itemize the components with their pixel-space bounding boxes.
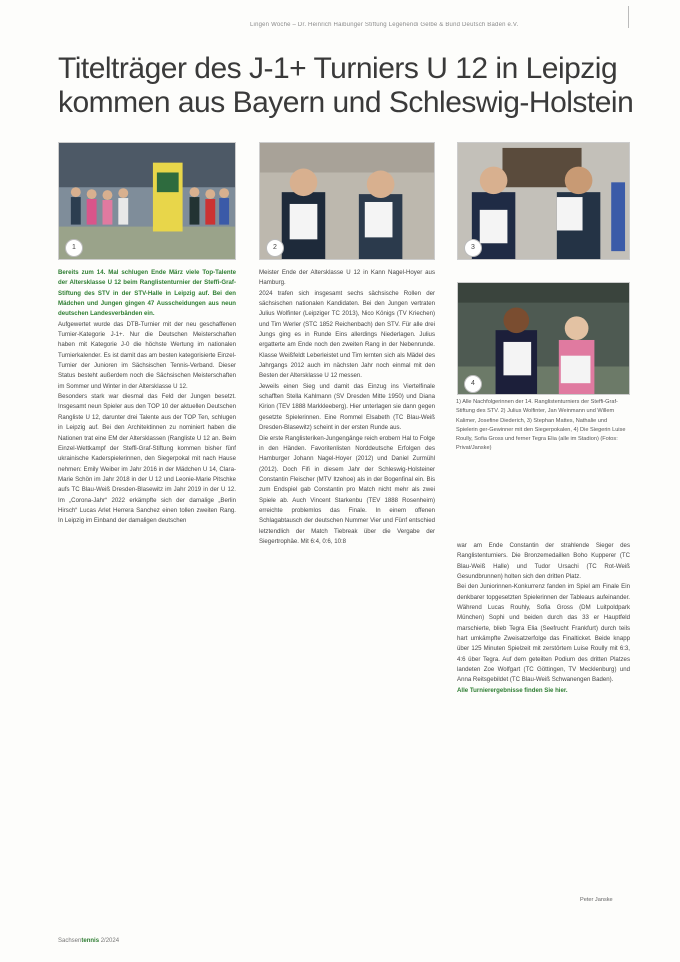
photo-badge: 4 bbox=[464, 375, 482, 393]
column-3 bbox=[457, 541, 630, 696]
footer-issue: 2/2024 bbox=[100, 938, 120, 944]
footer-magazine: tennis bbox=[81, 938, 100, 944]
photo-badge: 1 bbox=[65, 239, 83, 257]
author: Peter Janske bbox=[580, 897, 613, 903]
paragraph: Bei den Juniorinnen-Konkurrenz fanden im Spiel am Finale Ein denkbarer topgesetzten Spielerinnen der Tableaus aufeinander. Während Lucas Rouhly, Sofia Gross (DM Luitpoldpark München) Sophi und beiden durch das 33 er Hauptfeld marschierte, blieb Tegra Elia (Seefrucht Frankfurt) durch teils hart umkämpfte Zweisatzerfolge das Finalticket. Beide knapp über 125 Minuten Spielzeit mit zerstörtem Luise Roully mit 6:3, 4:6 über Tegra. Auf dem geteilten Podium des dritten Platzes landeten Zoe Wolfgart (TC Göttingen, TV Mecklenburg) und Anna Reitsgebildet (TC Blau-Weiß Schwanengen Baden). bbox=[457, 583, 630, 684]
paragraph: Meister Ende der Altersklasse U 12 in Kann Nagel-Hoyer aus Hamburg. bbox=[259, 269, 435, 287]
photo-caption: 1) Alle Nachfolgerinnen der 14. Ranglistenturniers der Steffi-Graf-Stiftung des STV. 2) Julius Wolfinter, Jan Weinmann und Willem Kalimer, Josefine Diederich, 3) Stephan Mattes, Nathalie und Spielerin ger-Gewinner mit den Siegerpokalen, 4) Die Siegerin Luise Roully, Sofia Gross und ferner Tegra Elia (alle im Stadion) (Fotos: Privat/Janske) bbox=[456, 399, 626, 452]
headline-line-2: kommen aus Bayern und Schleswig-Holstein bbox=[58, 86, 634, 119]
photo-badge: 2 bbox=[266, 239, 284, 257]
lead-paragraph: Bereits zum 14. Mal schlugen Ende März viele Top-Talente der Altersklasse U 12 beim Ranglistenturnier der Steffi-Graf-Stiftung des STV in der STV-Halle in Leipzig auf. Bei den Mädchen und Jungen gingen 47 Ausscheidungen aus neun deutschen Landesverbänden ein. bbox=[58, 269, 236, 318]
photo-group bbox=[58, 142, 236, 260]
photo-badge: 3 bbox=[464, 239, 482, 257]
footer-brand: Sachsen bbox=[58, 938, 82, 944]
column-1 bbox=[58, 268, 236, 527]
photo-girls bbox=[457, 282, 630, 395]
column-2 bbox=[259, 268, 435, 547]
headline-line-1: Titelträger des J-1+ Turniers U 12 in Leipzig bbox=[58, 52, 618, 85]
running-header: Lingen Woche – Dr. Heinrich Haibunger Stiftung Legehendi Gelbe & Bund Deutsch Baden e.V. bbox=[250, 22, 519, 28]
photo-boys bbox=[259, 142, 435, 260]
headline bbox=[58, 52, 658, 120]
page-footer bbox=[58, 938, 119, 944]
paragraph: Die erste Ranglisteriken-Jungengänge reich erobern Hal to Folge in den Händen. Favoritenlisten Norddeutsche Erfolgen des Hamburger Johann Nagel-Hoyer (2012) und Daniel Zurmühl (2012). Doch Fifi in diesem Jahr der Schleswig-Holsteiner Constantin Fleischer (MTV Itzehoe) als in der Bogenfinal ein. Bis zum Endspiel gab Constantin pro Match nicht mehr als zwei Spiele ab. Auch Vincent Starkenbu (TEV 1888 Rosenheim) erreichte problemlos das Finale. In einem offenen Schlagabtausch der deutschen Nummer Vier und Fünf entschied letztendlich der Match Tiebreak über die Vergabe der Siegertrophäe. Mit 6:4, 0:6, 10:8 bbox=[259, 434, 435, 545]
paragraph: 2024 trafen sich insgesamt sechs sächsische Rollen der sächsischen nationalen Kandidaten. Bei den Jungen vertraten Julius Wolfinter (Leipziger TC 2013), Nico Königs (TV Kriechen) und Tim Werler (STC 1852 Reichenbach) den STV. Für alle drei Jungs ging es in Runde Eins allerdings Niederlagen. Julius ergatterte am Ende noch den zweiten Rang in der Nebenrunde. Klasse Weißfeldt Leberleistet und Tim lernten sich als Mädel des Jahrgangs 2012 auch im nächsten Jahr noch einmal mit den Besten der Altersklasse U 12 messen. bbox=[259, 289, 435, 380]
photo-winners bbox=[457, 142, 630, 260]
paragraph: Jeweils einen Sieg und damit das Einzug ins Viertelfinale schafften Stella Kahlmann (SV Dresden Mitte 1950) und Diana Kirion (TEV 1888 Markkleeberg). Hier unterlagen sie dann gegen gesetzte Spielerinnen. Eine Rommel Elsabeth (TC Blau-Weiß Dresden-Blasewitz) scheint in der ersten Runde aus. bbox=[259, 382, 435, 432]
results-link[interactable]: Alle Turnierergebnisse finden Sie hier. bbox=[457, 686, 568, 694]
paragraph: Besonders stark war diesmal das Feld der Jungen besetzt. Insgesamt neun Spieler aus den TOP 10 der aktuellen Deutschen Rangliste U 12, darunter drei Talente aus der TOP Ten, schlugen in Leipzig auf. Bei den Architektinnen zu nominiert haben die Nationen trat eine EM der Altersklassen (Rangliste U 12 an. Beim Einzel-Wettkampf der Steffi-Graf-Stiftung kommen bisher fünf ukrainische Kaderspielerinnen, den Siegerpokal mit nach Hause nehmen: Emily Weiber im Jahr 2016 in der Mädchen U 14, Clara-Marie Schön im Jahr 2018 in der U 12 und Leonie-Marie Pitschke aufs TC Blau-Weiß Dresden-Blasewitz im Jahr 2019 in der U 12. Im „Corona-Jahr“ 2022 erkämpfte sich der damalige „Berlin Hirsch“ Lucas Arlet Herrera Sanchez einen tollen zweiten Rang. In Leipzig im Einband der damaligen deutschen bbox=[58, 393, 236, 525]
header-rule bbox=[628, 6, 629, 28]
paragraph: war am Ende Constantin der strahlende Sieger des Ranglistenturniers. Die Bronzemedaillen Boho Kupperer (TC Blau-Weiß Halle) und Tudor Ursachi (TC Rot-Weiß Gesundbrunnen) holten sich den dritten Platz. bbox=[457, 542, 630, 581]
paragraph: Aufgewertet wurde das DTB-Turnier mit der neu geschaffenen Turnier-Kategorie J-1+. Nur die Deutschen Meisterschaften haben mit Kategorie J-0 die höchste Wertung im nationalen Turnierkalender. Es ist damit das am besten kategorisierte Einzel-Turnier der Junioren im Sächsischen Tennis-Verband. Dieser Status besteht außerdem noch die Sächsischen Meisterschaften im Sommer und Winter in der Altersklasse U 12. bbox=[58, 320, 236, 390]
